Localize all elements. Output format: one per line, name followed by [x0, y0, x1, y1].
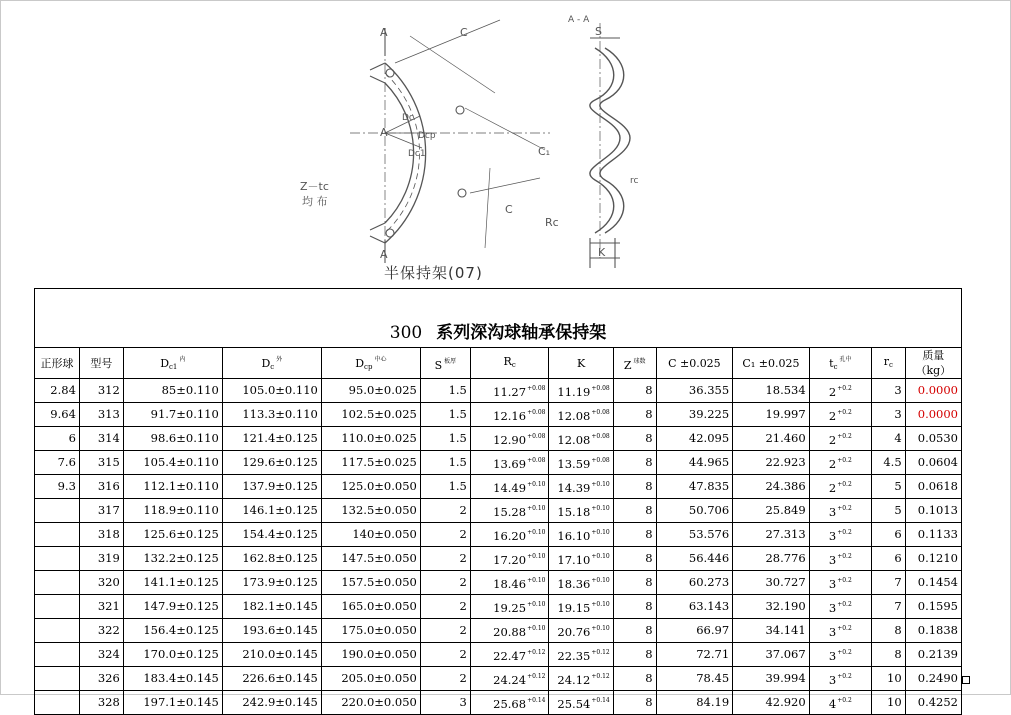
tolerance: +0.12 [527, 649, 546, 656]
tolerance: +0.2 [837, 457, 852, 464]
label-dcp: Dcp [418, 131, 436, 141]
tolerance: +0.08 [527, 457, 546, 464]
cell-tc: $3^{+0.2}$ [809, 595, 871, 619]
cell-k: $25.54^{+0.14}$ [549, 691, 613, 715]
cell-m: 315 [79, 451, 123, 475]
header-c: C ±0.025 [656, 348, 733, 379]
cell-b: 9.3 [35, 475, 80, 499]
cell-m: 326 [79, 667, 123, 691]
cell-w: 0.1210 [905, 547, 961, 571]
tolerance: +0.2 [837, 649, 852, 656]
pocket-1 [386, 69, 394, 77]
cell-w: 0.0000 [905, 403, 961, 427]
cell-c: 42.095 [656, 427, 733, 451]
label-a-mid: A [380, 126, 388, 139]
cell-m: 320 [79, 571, 123, 595]
cell-dc1: 147.9±0.125 [123, 595, 222, 619]
cell-z: 8 [613, 571, 656, 595]
cell-k: $12.08^{+0.08}$ [549, 403, 613, 427]
cell-c1: 42.920 [733, 691, 810, 715]
tolerance: +0.10 [527, 577, 546, 584]
pocket-2 [456, 106, 464, 114]
cell-c1: 21.460 [733, 427, 810, 451]
cell-b: 9.64 [35, 403, 80, 427]
table-row [35, 451, 962, 475]
cell-tc: $2^{+0.2}$ [809, 475, 871, 499]
cell-c1: 34.141 [733, 619, 810, 643]
tolerance: +0.10 [591, 553, 610, 560]
cell-c: 66.97 [656, 619, 733, 643]
pocket-3 [458, 189, 466, 197]
cell-tc: $3^{+0.2}$ [809, 643, 871, 667]
cell-rr: 5 [871, 475, 905, 499]
cell-c: 63.143 [656, 595, 733, 619]
side-profile [590, 48, 620, 233]
cell-rc: $15.28^{+0.10}$ [470, 499, 549, 523]
cell-dc: 105.0±0.110 [222, 379, 321, 403]
cell-rc: $24.24^{+0.12}$ [470, 667, 549, 691]
cell-dc1: 170.0±0.125 [123, 643, 222, 667]
cell-m: 319 [79, 547, 123, 571]
table-row [35, 571, 962, 595]
label-a-bottom: A [380, 248, 388, 261]
cell-s: 2 [420, 667, 470, 691]
cell-z: 8 [613, 379, 656, 403]
tolerance: +0.14 [591, 697, 610, 704]
cell-b [35, 499, 80, 523]
cell-rr: 8 [871, 619, 905, 643]
cell-w: 0.2490 [905, 667, 961, 691]
table-row [35, 595, 962, 619]
cell-dcp: 125.0±0.050 [321, 475, 420, 499]
cell-s: 1.5 [420, 475, 470, 499]
cell-dc1: 156.4±0.125 [123, 619, 222, 643]
cell-c: 84.19 [656, 691, 733, 715]
cell-z: 8 [613, 499, 656, 523]
cell-b [35, 547, 80, 571]
tolerance: +0.10 [591, 481, 610, 488]
tolerance: +0.12 [591, 673, 610, 680]
cell-rr: 3 [871, 403, 905, 427]
cell-s: 2 [420, 619, 470, 643]
cell-dc: 113.3±0.110 [222, 403, 321, 427]
header-dc1: $D_{c1}^内$ [123, 348, 222, 379]
tolerance: +0.12 [591, 649, 610, 656]
cell-k: $19.15^{+0.10}$ [549, 595, 613, 619]
cell-dc1: 91.7±0.110 [123, 403, 222, 427]
cell-c: 78.45 [656, 667, 733, 691]
cell-tc: $3^{+0.2}$ [809, 619, 871, 643]
tolerance: +0.2 [837, 409, 852, 416]
tolerance: +0.10 [527, 505, 546, 512]
cell-w: 0.1133 [905, 523, 961, 547]
tolerance: +0.08 [591, 433, 610, 440]
cell-s: 2 [420, 571, 470, 595]
cell-tc: $2^{+0.2}$ [809, 403, 871, 427]
cell-z: 8 [613, 403, 656, 427]
cell-k: $15.18^{+0.10}$ [549, 499, 613, 523]
cell-m: 318 [79, 523, 123, 547]
table-row [35, 499, 962, 523]
table-row [35, 379, 962, 403]
cell-s: 3 [420, 691, 470, 715]
cell-z: 8 [613, 547, 656, 571]
cell-w: 0.0530 [905, 427, 961, 451]
cell-dc1: 141.1±0.125 [123, 571, 222, 595]
cell-c1: 39.994 [733, 667, 810, 691]
cell-tc: $3^{+0.2}$ [809, 667, 871, 691]
cell-dc: 173.9±0.125 [222, 571, 321, 595]
tolerance: +0.2 [837, 697, 852, 704]
cell-k: $12.08^{+0.08}$ [549, 427, 613, 451]
cell-k: $13.59^{+0.08}$ [549, 451, 613, 475]
cell-c: 36.355 [656, 379, 733, 403]
label-a-top: A [380, 26, 388, 39]
cell-c: 56.446 [656, 547, 733, 571]
cell-rc: $12.90^{+0.08}$ [470, 427, 549, 451]
cell-m: 321 [79, 595, 123, 619]
table-row [35, 643, 962, 667]
cell-tc: $3^{+0.2}$ [809, 499, 871, 523]
cell-rc: $17.20^{+0.10}$ [470, 547, 549, 571]
cell-rc: $25.68^{+0.14}$ [470, 691, 549, 715]
cell-s: 1.5 [420, 427, 470, 451]
label-rc: rc [630, 176, 639, 186]
cell-dcp: 95.0±0.025 [321, 379, 420, 403]
cell-c: 50.706 [656, 499, 733, 523]
cell-rr: 6 [871, 523, 905, 547]
cell-rc: $18.46^{+0.10}$ [470, 571, 549, 595]
tolerance: +0.10 [527, 481, 546, 488]
tolerance: +0.10 [591, 601, 610, 608]
cell-dc: 137.9±0.125 [222, 475, 321, 499]
cell-rr: 6 [871, 547, 905, 571]
cell-c1: 28.776 [733, 547, 810, 571]
cell-k: $11.19^{+0.08}$ [549, 379, 613, 403]
cell-c: 47.835 [656, 475, 733, 499]
cell-s: 1.5 [420, 451, 470, 475]
cell-s: 2 [420, 595, 470, 619]
header-ball: 正形球 [35, 348, 80, 379]
cell-dc: 162.8±0.125 [222, 547, 321, 571]
label-z-tc-note: 均 布 [302, 195, 328, 208]
cell-rc: $12.16^{+0.08}$ [470, 403, 549, 427]
table-row [35, 667, 962, 691]
cell-dc: 146.1±0.125 [222, 499, 321, 523]
cell-dc1: 132.2±0.125 [123, 547, 222, 571]
header-dcp: $D_{cp}^{中心}$ [321, 348, 420, 379]
cell-rr: 10 [871, 691, 905, 715]
cell-m: 312 [79, 379, 123, 403]
tolerance: +0.10 [591, 529, 610, 536]
tolerance: +0.2 [837, 433, 852, 440]
cell-w: 0.1013 [905, 499, 961, 523]
cell-tc: $2^{+0.2}$ [809, 379, 871, 403]
header-tc: $t_c^{孔中}$ [809, 348, 871, 379]
cell-w: 0.2139 [905, 643, 961, 667]
cell-dc1: 183.4±0.145 [123, 667, 222, 691]
cell-s: 2 [420, 523, 470, 547]
cell-c1: 22.923 [733, 451, 810, 475]
table-row [35, 619, 962, 643]
cell-rr: 3 [871, 379, 905, 403]
cell-dc: 193.6±0.145 [222, 619, 321, 643]
label-k: K [598, 246, 606, 259]
cell-z: 8 [613, 643, 656, 667]
table-row [35, 475, 962, 499]
cell-b [35, 619, 80, 643]
header-model: 型号 [79, 348, 123, 379]
cell-w: 0.1595 [905, 595, 961, 619]
cell-c: 53.576 [656, 523, 733, 547]
cage-drawing [290, 8, 650, 286]
label-c-bottom: C [505, 203, 513, 216]
header-rc-small: $r_c$ [871, 348, 905, 379]
cell-rr: 5 [871, 499, 905, 523]
tolerance: +0.10 [527, 529, 546, 536]
end-marker [962, 676, 970, 684]
cell-dcp: 102.5±0.025 [321, 403, 420, 427]
cell-dc: 226.6±0.145 [222, 667, 321, 691]
cell-rc: $16.20^{+0.10}$ [470, 523, 549, 547]
cell-b [35, 643, 80, 667]
tolerance: +0.10 [527, 625, 546, 632]
tolerance: +0.12 [527, 673, 546, 680]
cell-s: 1.5 [420, 379, 470, 403]
cell-m: 316 [79, 475, 123, 499]
table-row [35, 523, 962, 547]
pocket-4 [386, 229, 394, 237]
cell-c1: 32.190 [733, 595, 810, 619]
cell-rc: $22.47^{+0.12}$ [470, 643, 549, 667]
cell-rr: 10 [871, 667, 905, 691]
tolerance: +0.14 [527, 697, 546, 704]
label-s: S [595, 25, 602, 38]
tolerance: +0.2 [837, 601, 852, 608]
table-row [35, 547, 962, 571]
tolerance: +0.08 [527, 409, 546, 416]
cell-b [35, 595, 80, 619]
cell-w: 0.0604 [905, 451, 961, 475]
cell-rc: $11.27^{+0.08}$ [470, 379, 549, 403]
tolerance: +0.10 [591, 577, 610, 584]
cell-b [35, 667, 80, 691]
cell-b: 2.84 [35, 379, 80, 403]
cell-b: 7.6 [35, 451, 80, 475]
tolerance: +0.2 [837, 385, 852, 392]
cell-dcp: 110.0±0.025 [321, 427, 420, 451]
tolerance: +0.08 [591, 409, 610, 416]
cell-dc1: 125.6±0.125 [123, 523, 222, 547]
cell-dcp: 220.0±0.050 [321, 691, 420, 715]
cell-w: 0.1454 [905, 571, 961, 595]
cell-m: 314 [79, 427, 123, 451]
cell-dc1: 197.1±0.145 [123, 691, 222, 715]
cell-s: 1.5 [420, 403, 470, 427]
header-rc: $R_c$ [470, 348, 549, 379]
cell-c: 44.965 [656, 451, 733, 475]
cell-dc: 210.0±0.145 [222, 643, 321, 667]
table-body [35, 379, 962, 715]
header-s: S $^{板厚}$ [420, 348, 470, 379]
header-row [35, 348, 962, 379]
cell-z: 8 [613, 475, 656, 499]
table-title [35, 289, 962, 348]
cell-dc: 242.9±0.145 [222, 691, 321, 715]
header-z: Z $^{球数}$ [613, 348, 656, 379]
cell-dc1: 112.1±0.110 [123, 475, 222, 499]
cell-tc: $3^{+0.2}$ [809, 523, 871, 547]
tolerance: +0.08 [591, 457, 610, 464]
title-text: 系列深沟球轴承保持架 [436, 323, 607, 343]
cell-m: 324 [79, 643, 123, 667]
cell-c: 72.71 [656, 643, 733, 667]
label-dc1: Dc1 [408, 149, 426, 159]
tolerance: +0.10 [527, 553, 546, 560]
cell-dcp: 205.0±0.050 [321, 667, 420, 691]
cell-k: $17.10^{+0.10}$ [549, 547, 613, 571]
cell-dc1: 118.9±0.110 [123, 499, 222, 523]
cell-k: $20.76^{+0.10}$ [549, 619, 613, 643]
tolerance: +0.2 [837, 481, 852, 488]
cell-dc: 129.6±0.125 [222, 451, 321, 475]
cell-m: 317 [79, 499, 123, 523]
cell-m: 322 [79, 619, 123, 643]
cell-k: $16.10^{+0.10}$ [549, 523, 613, 547]
label-c-top: C [460, 26, 468, 39]
cell-m: 328 [79, 691, 123, 715]
tolerance: +0.2 [837, 625, 852, 632]
cell-w: 0.1838 [905, 619, 961, 643]
cell-c1: 30.727 [733, 571, 810, 595]
cell-dc: 154.4±0.125 [222, 523, 321, 547]
tolerance: +0.2 [837, 673, 852, 680]
cell-c1: 19.997 [733, 403, 810, 427]
cell-b [35, 523, 80, 547]
cell-dcp: 190.0±0.050 [321, 643, 420, 667]
table-row [35, 403, 962, 427]
tolerance: +0.2 [837, 577, 852, 584]
tolerance: +0.10 [527, 601, 546, 608]
cell-w: 0.0000 [905, 379, 961, 403]
tolerance: +0.2 [837, 529, 852, 536]
label-aa: A - A [568, 15, 590, 25]
cell-dc1: 98.6±0.110 [123, 427, 222, 451]
tolerance: +0.2 [837, 553, 852, 560]
label-rc-cap: Rc [545, 216, 559, 229]
cell-rc: $20.88^{+0.10}$ [470, 619, 549, 643]
cell-m: 313 [79, 403, 123, 427]
table-row [35, 691, 962, 715]
label-dc: Dc [402, 113, 414, 123]
cell-rr: 7 [871, 571, 905, 595]
cell-c1: 25.849 [733, 499, 810, 523]
cell-w: 0.0618 [905, 475, 961, 499]
header-mass: 质量 （kg） [905, 348, 961, 379]
cell-rc: $19.25^{+0.10}$ [470, 595, 549, 619]
cell-z: 8 [613, 451, 656, 475]
cell-b: 6 [35, 427, 80, 451]
cell-tc: $2^{+0.2}$ [809, 451, 871, 475]
cell-dcp: 157.5±0.050 [321, 571, 420, 595]
cell-dc: 182.1±0.145 [222, 595, 321, 619]
cell-w: 0.4252 [905, 691, 961, 715]
cell-dcp: 147.5±0.050 [321, 547, 420, 571]
cell-k: $14.39^{+0.10}$ [549, 475, 613, 499]
tolerance: +0.10 [591, 625, 610, 632]
cell-z: 8 [613, 691, 656, 715]
cell-c1: 27.313 [733, 523, 810, 547]
cell-rr: 8 [871, 643, 905, 667]
table-row [35, 427, 962, 451]
label-z-tc: Z－tc [300, 180, 329, 193]
cell-c1: 24.386 [733, 475, 810, 499]
cell-z: 8 [613, 595, 656, 619]
spec-table-wrap [34, 288, 962, 715]
tolerance: +0.08 [527, 433, 546, 440]
spec-table [34, 288, 962, 715]
cell-k: $24.12^{+0.12}$ [549, 667, 613, 691]
cell-dcp: 140±0.050 [321, 523, 420, 547]
cell-b [35, 691, 80, 715]
label-c1: C₁ [538, 145, 551, 158]
cell-dcp: 175.0±0.050 [321, 619, 420, 643]
cell-dc: 121.4±0.125 [222, 427, 321, 451]
header-k: K [549, 348, 613, 379]
header-dc: $D_c^外$ [222, 348, 321, 379]
cell-c1: 18.534 [733, 379, 810, 403]
cell-rr: 4.5 [871, 451, 905, 475]
cell-c: 60.273 [656, 571, 733, 595]
cell-z: 8 [613, 619, 656, 643]
cell-dcp: 132.5±0.050 [321, 499, 420, 523]
cell-tc: $3^{+0.2}$ [809, 571, 871, 595]
cell-rr: 4 [871, 427, 905, 451]
cell-dc1: 85±0.110 [123, 379, 222, 403]
cell-k: $22.35^{+0.12}$ [549, 643, 613, 667]
title-number: 300 [389, 323, 423, 343]
cell-tc: $3^{+0.2}$ [809, 547, 871, 571]
cell-tc: $4^{+0.2}$ [809, 691, 871, 715]
cell-k: $18.36^{+0.10}$ [549, 571, 613, 595]
cell-tc: $2^{+0.2}$ [809, 427, 871, 451]
cell-dc1: 105.4±0.110 [123, 451, 222, 475]
tolerance: +0.08 [591, 385, 610, 392]
cell-rc: $13.69^{+0.08}$ [470, 451, 549, 475]
cell-c: 39.225 [656, 403, 733, 427]
cell-dcp: 165.0±0.050 [321, 595, 420, 619]
tolerance: +0.2 [837, 505, 852, 512]
cell-b [35, 571, 80, 595]
tolerance: +0.10 [591, 505, 610, 512]
cell-rc: $14.49^{+0.10}$ [470, 475, 549, 499]
drawing-caption: 半保持架(07) [384, 264, 483, 282]
cell-z: 8 [613, 523, 656, 547]
cell-s: 2 [420, 643, 470, 667]
cell-s: 2 [420, 499, 470, 523]
header-c1: C₁ ±0.025 [733, 348, 810, 379]
cell-z: 8 [613, 427, 656, 451]
cell-s: 2 [420, 547, 470, 571]
cell-dcp: 117.5±0.025 [321, 451, 420, 475]
tolerance: +0.08 [527, 385, 546, 392]
cell-z: 8 [613, 667, 656, 691]
cell-c1: 37.067 [733, 643, 810, 667]
cell-rr: 7 [871, 595, 905, 619]
